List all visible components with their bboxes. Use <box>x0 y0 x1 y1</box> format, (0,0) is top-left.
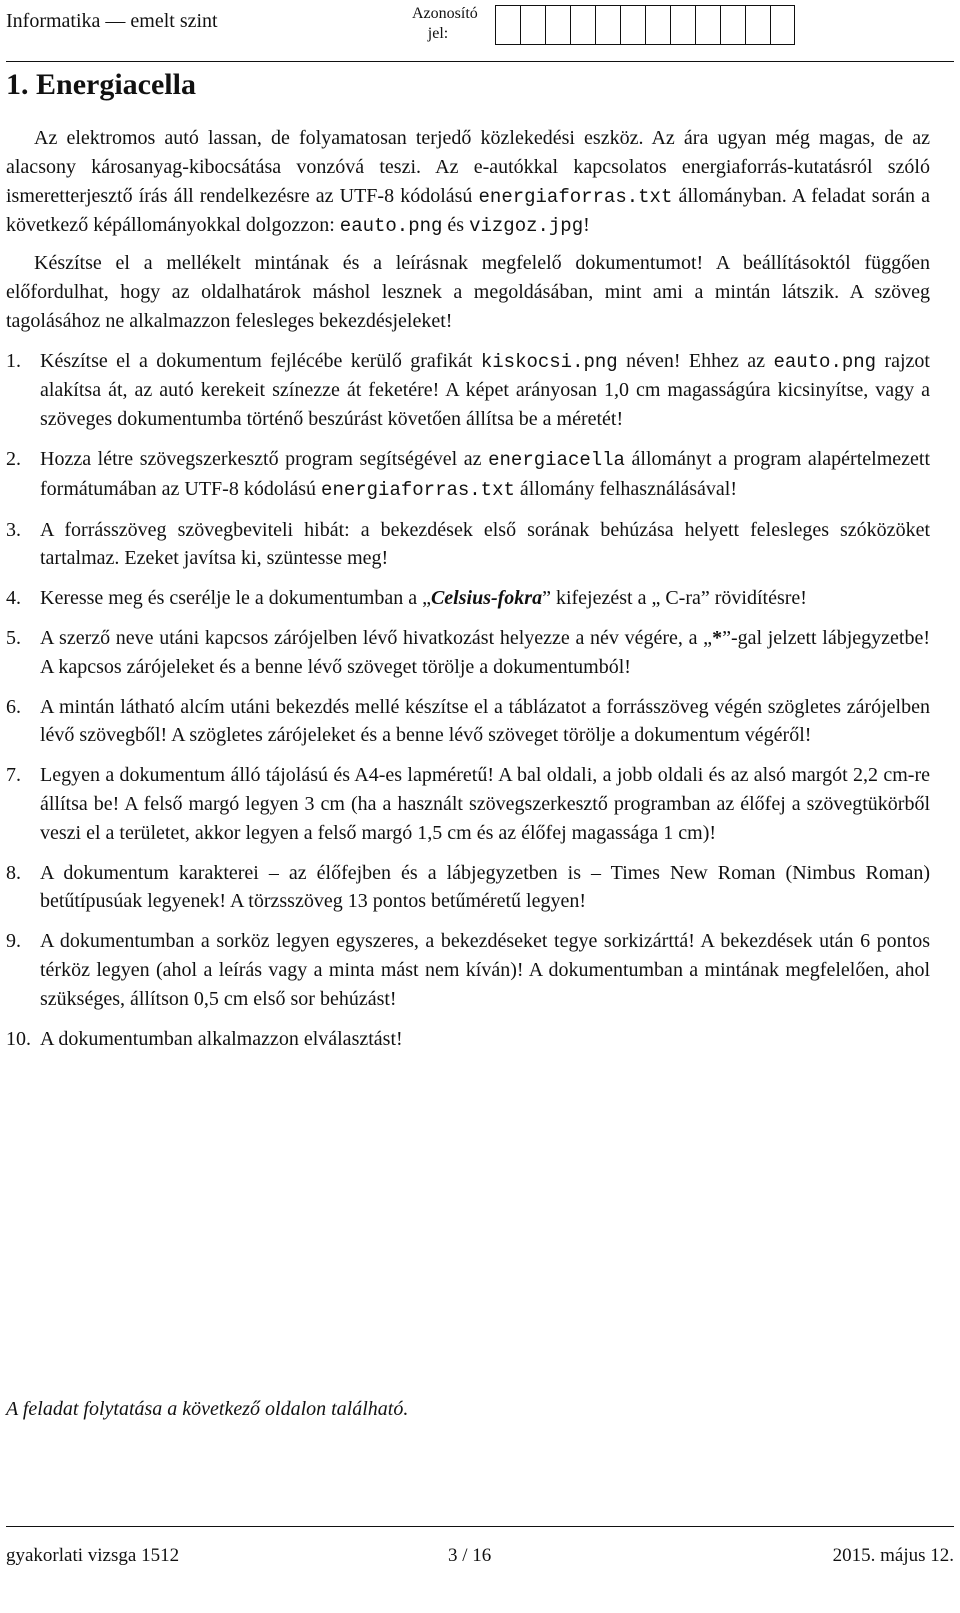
task-item-2: 2. Hozza létre szövegszerkesztő program segítségével az energiacella állományt a program alapértelmezett formátumában az UTF-8 kódolású energiaforras.txt állomány felhasználásával! <box>6 447 930 501</box>
footer-divider <box>6 1526 954 1527</box>
id-box <box>745 5 770 45</box>
task-item-7: 7. Legyen a dokumentum álló tájolású és A4-es lapméretű! A bal oldali, a jobb oldali és az alsó margót 2,2 cm-re állítsa be! A felső margó legyen 3 cm (ha a használt szövegszerkesztő programban az élőfej a szövegtükörből veszi el a területet, akkor legyen a felső margó 1,5 cm és az élőfej magassága 1 cm)! <box>6 764 930 844</box>
id-box <box>770 5 795 45</box>
filename: eauto.png <box>773 350 877 373</box>
continue-note: A feladat folytatása a következő oldalon található. <box>6 1398 409 1420</box>
exam-date: 2015. május 12. <box>832 1545 954 1566</box>
page-number: 3 / 16 <box>448 1545 492 1566</box>
id-boxes <box>495 5 795 45</box>
id-box <box>595 5 620 45</box>
task-item-1: 1. Készítse el a dokumentum fejlécébe kerülő grafikát kiskocsi.png néven! Ehhez az eauto.png rajzot alakítsa át, az autó kerekeit színezze át feketére! A képet arányosan 1,0 cm magasságúra kicsinyítse, vagy a szöveges dokumentumba történő beszúrást követően állítsa be a méretét! <box>6 349 930 431</box>
exam-code: gyakorlati vizsga 1512 <box>6 1545 180 1566</box>
filename: vizgoz.jpg <box>469 215 584 238</box>
document-body <box>6 124 930 1053</box>
filename: kiskocsi.png <box>480 350 618 373</box>
task-title: 1. Energiacella <box>6 68 196 101</box>
page-header <box>0 0 960 62</box>
intro-paragraph-1: Az elektromos autó lassan, de folyamatosan terjedő közlekedési eszköz. Az ára ugyan még magas, de az alacsony károsanyag-kibocsátása vonzóvá teszi. Az e-autókkal kapcsolatos energiaforrás-kutatásról szóló ismeretterjesztő írás áll rendelkezésre az UTF-8 kódolású energiaforras.txt állományban. A feladat során a következő képállományokkal dolgozzon: eauto.png és vizgoz.jpg! <box>6 127 930 238</box>
id-box <box>645 5 670 45</box>
id-box <box>520 5 545 45</box>
filename: eauto.png <box>339 215 443 238</box>
id-box <box>720 5 745 45</box>
task-item-4: 4. Keresse meg és cserélje le a dokumentumban a „Celsius-fokra” kifejezést a „ C-ra” rövidítésre! <box>6 587 807 610</box>
id-box <box>495 5 520 45</box>
id-box <box>670 5 695 45</box>
subject-title: Informatika — emelt szint <box>6 10 218 32</box>
id-box <box>545 5 570 45</box>
task-item-8: 8. A dokumentum karakterei – az élőfejben és a lábjegyzetben is – Times New Roman (Nimbus Roman) betűtípusúak legyenek! A törzsszöveg 13 pontos betűméretű legyen! <box>6 861 930 913</box>
intro-paragraph-2: Készítse el a mellékelt mintának és a leírásnak megfelelő dokumentumot! A beállításoktól függően előfordulhat, hogy az oldalhatárok máshol lesznek a megoldásában, mint ami a mintán látszik. A szöveg tagolásához ne alkalmazzon felesleges bekezdésjeleket! <box>6 252 930 332</box>
id-box <box>620 5 645 45</box>
task-item-10: 10. A dokumentumban alkalmazzon elválasztást! <box>6 1027 403 1050</box>
task-item-9: 9. A dokumentumban a sorköz legyen egyszeres, a bekezdéseket tegye sorkizárttá! A bekezdések után 6 pontos térköz legyen (ahol a leírás vagy a minta mást nem kíván)! A dokumentumban a mintának megfelelően, ahol szükséges, állítson 0,5 cm első sor behúzást! <box>6 930 930 1010</box>
task-item-6: 6. A mintán látható alcím utáni bekezdés mellé készítse el a táblázatot a forrásszöveg végén szögletes zárójelben lévő szövegből! A szögletes zárójeleket és a benne lévő szöveget törölje a dokumentum végéről! <box>6 695 930 747</box>
id-label: Azonosító jel: <box>412 5 478 42</box>
id-box <box>570 5 595 45</box>
task-item-5: 5. A szerző neve utáni kapcsos zárójelben lévő hivatkozást helyezze a név végére, a „*”-gal jelzett lábjegyzetbe! A kapcsos zárójeleket és a benne lévő szöveget törölje a dokumentumból! <box>6 626 930 678</box>
filename: energiacella <box>488 448 625 471</box>
task-item-3: 3. A forrásszöveg szövegbeviteli hibát: a bekezdések első sorának behúzása helyett felesleges szóközöket tartalmaz. Ezeket javítsa ki, szüntesse meg! <box>6 518 930 570</box>
filename: energiaforras.txt <box>321 478 515 501</box>
filename: energiaforras.txt <box>478 185 673 208</box>
header-divider <box>6 61 954 62</box>
id-box <box>695 5 720 45</box>
